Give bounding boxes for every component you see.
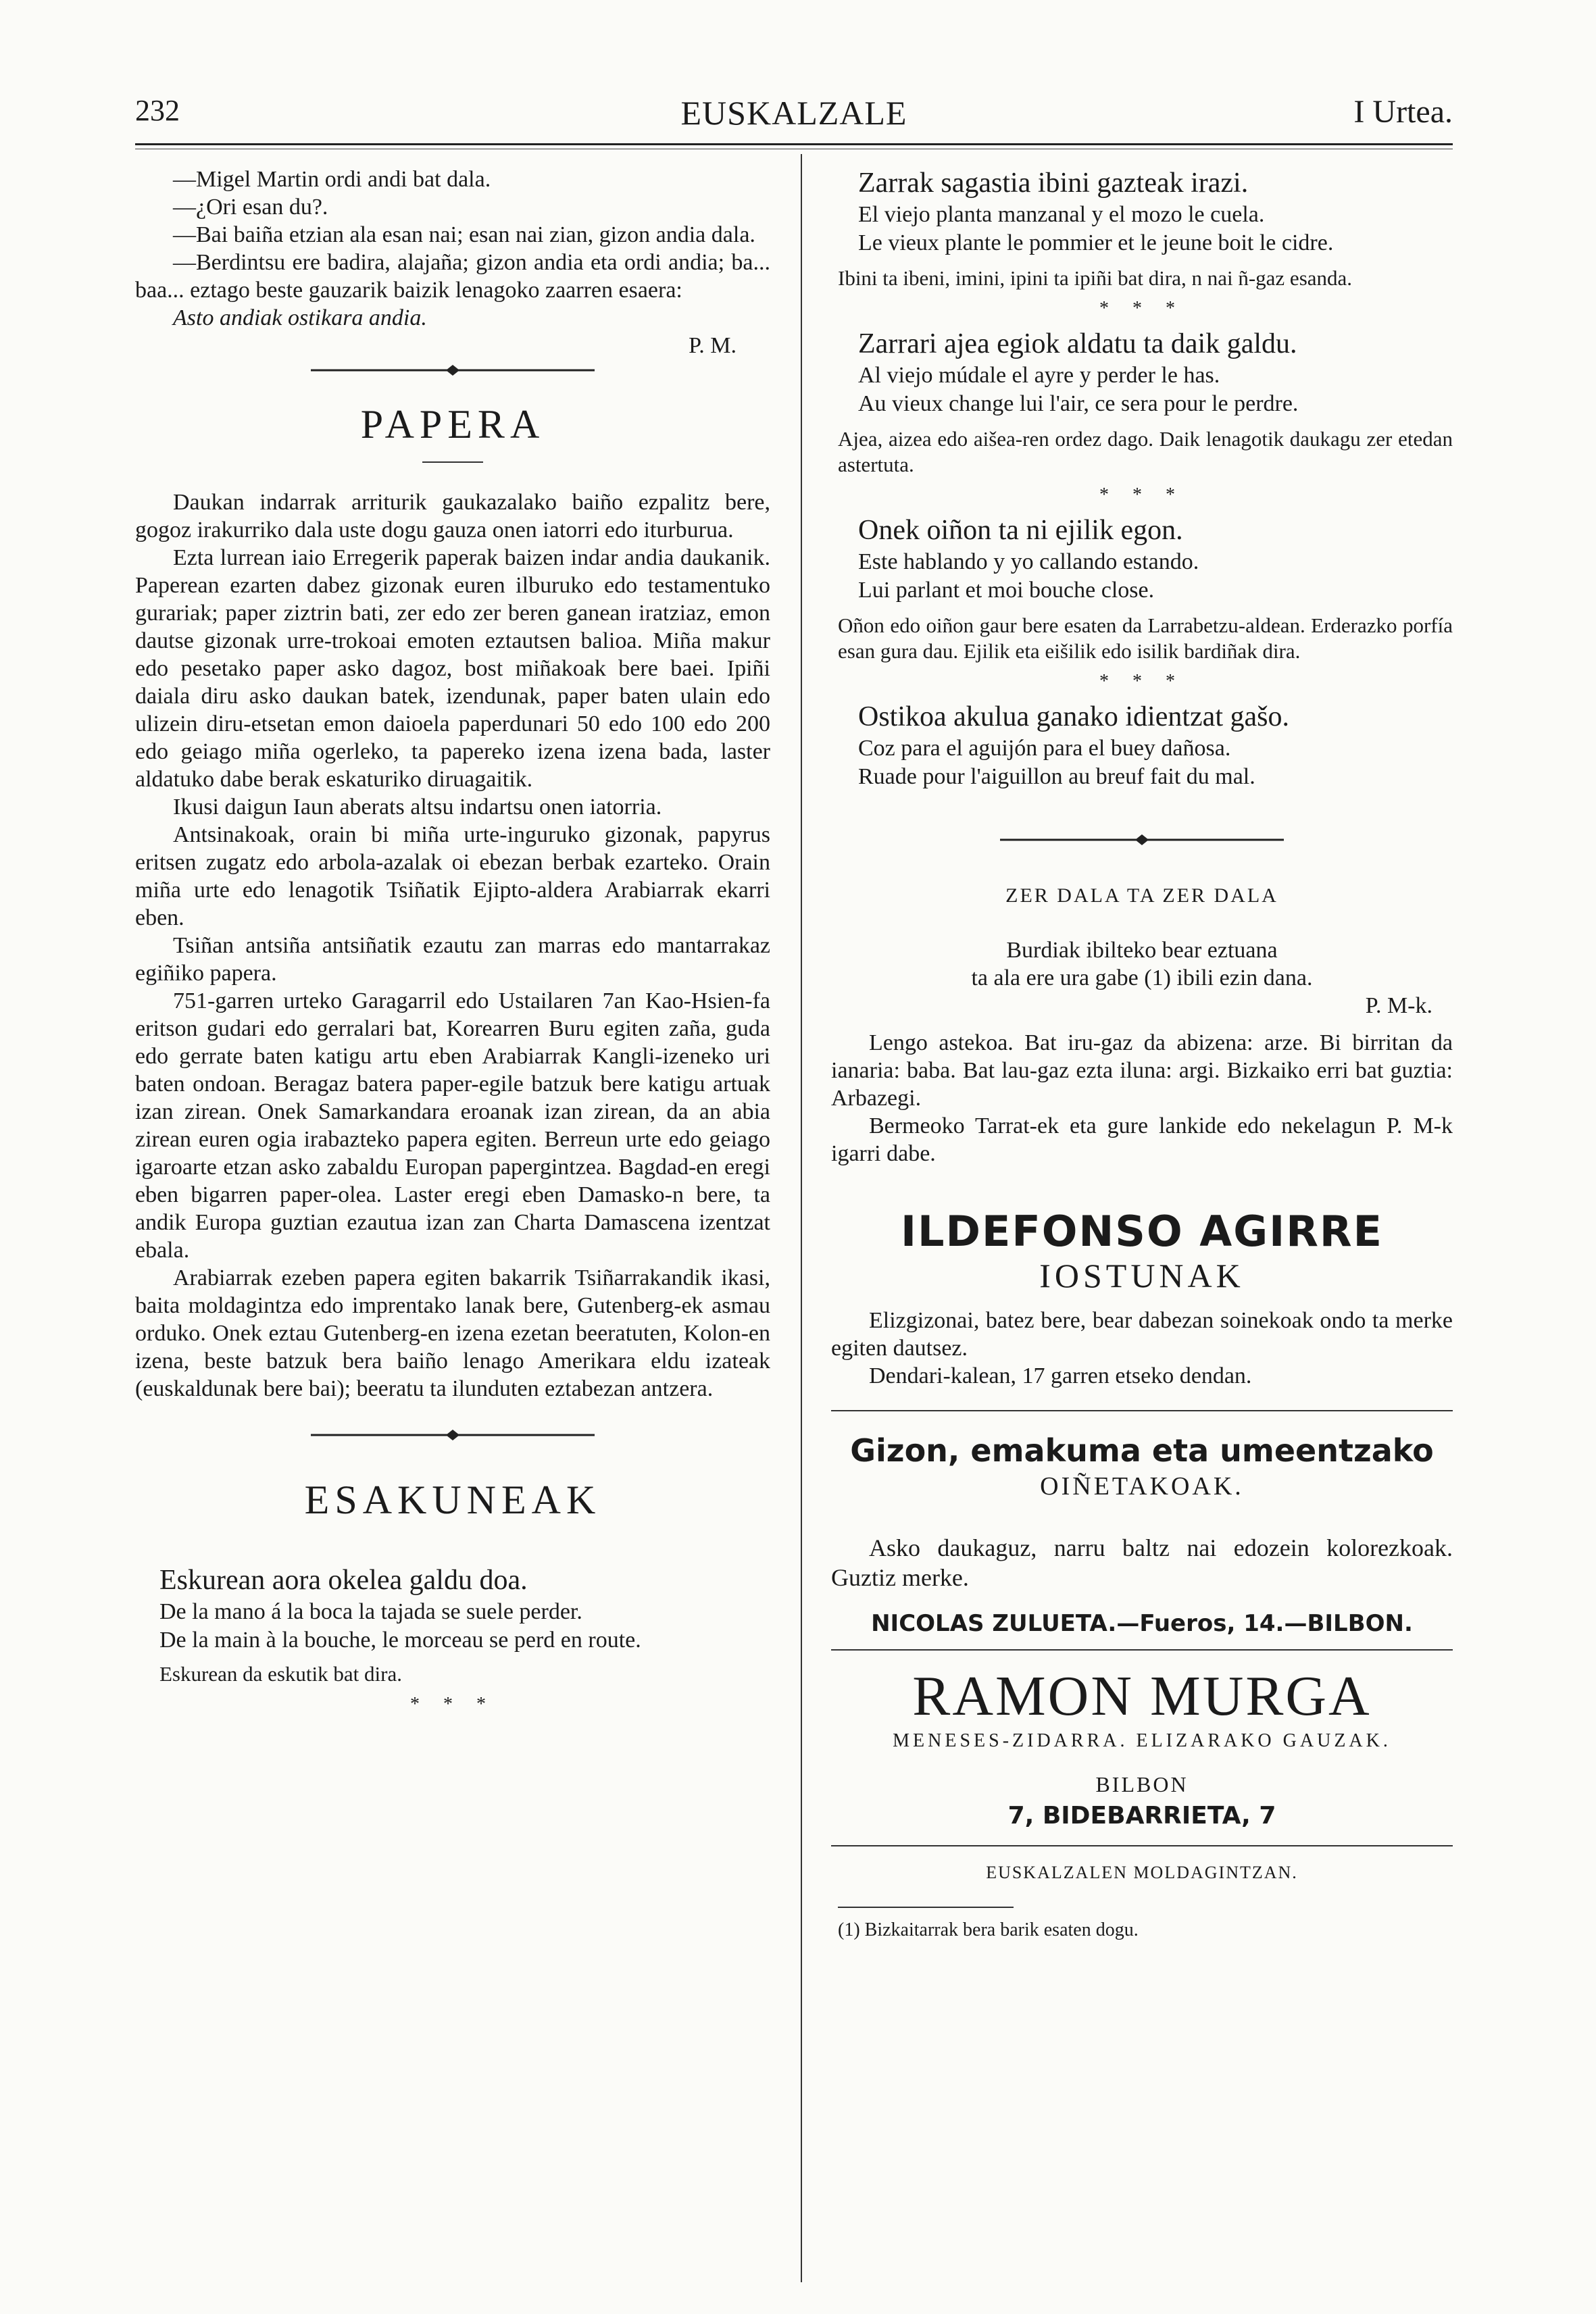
- ad-murga-trade: MENESES-ZIDARRA. ELIZARAKO GAUZAK.: [893, 1730, 1391, 1751]
- riddle-signature: P. M-k.: [1365, 993, 1432, 1018]
- intro-signature: P. M.: [689, 333, 737, 358]
- section-title-zer-dala: ZER DALA TA ZER DALA: [1005, 884, 1278, 907]
- ad-murga-city: BILBON: [1095, 1772, 1189, 1796]
- section-title-esakuneak: ESAKUNEAK: [304, 1478, 601, 1522]
- ornament-divider: [311, 1427, 595, 1443]
- ad-zulueta-address: NICOLAS ZULUETA.—Fueros, 14.—BILBON.: [871, 1610, 1413, 1637]
- column-divider: [801, 154, 802, 2282]
- proverb-french: Lui parlant et moi bouche close.: [858, 578, 1155, 603]
- dialogue-line: —Bai baiña etzian ala esan nai; esan nai zian, gizon andia dala.: [173, 222, 755, 247]
- proverb-spanish: Este hablando y yo callando estando.: [858, 549, 1199, 574]
- header-rule: [135, 143, 1453, 145]
- riddle-line: ta ala ere ura gabe (1) ibili ezin dana.: [971, 965, 1313, 990]
- riddle-answer: Lengo astekoa. Bat iru-gaz da abizena: arze. Bi birritan da ianaria: baba. Bat lau-gaz ezta iluna: argi. Bizkaiko erri bat guztia: Arbazegi.: [831, 1030, 1453, 1111]
- dialogue-line: —Migel Martin ordi andi bat dala.: [173, 167, 491, 192]
- stars-separator: * * *: [1099, 671, 1184, 692]
- journal-title: EUSKALZALE: [680, 94, 907, 132]
- proverb-french: Au vieux change lui l'air, ce sera pour le perdre.: [858, 391, 1299, 416]
- article-paragraph: 751-garren urteko Garagarril edo Ustailaren 7an Kao-Hsien-fa eritson gudari edo gerralari bat, Korearren Buru egiten zaña, guda edo gerrate baten katigu artu eben Arabiarrak Kangli-izeneko uri baten ondoan. Beragaz batera paper-egile batzuk bere katigu artuak izan zirean. Onek Samarkandara eroanak izan zirean, da an abia zirean euren ogia irabazteko papera egiten. Berreun urte edo geiago igaroarte etzan asko zabaldu Europan papergintzea. Bagdad-en eregi eben bigarren paper-olea. Laster eregi eben Damasko-n bere, ta andik Europa guztian ezautua izan zan Charta Damascena izentzat ebala.: [135, 988, 770, 1263]
- proverb-basque: Eskurean aora okelea galdu doa.: [159, 1565, 528, 1596]
- ad-murga-address: 7, BIDEBARRIETA, 7: [1007, 1802, 1276, 1830]
- ad-murga: [831, 1665, 1453, 1833]
- ad-zulueta-text: Asko daukaguz, narru baltz nai edozein kolorezkoak. Guztiz merke.: [831, 1534, 1453, 1591]
- running-head: [135, 93, 1453, 134]
- proverb-note: Eskurean da eskutik bat dira.: [159, 1662, 402, 1686]
- dialogue-line: —¿Ori esan du?.: [173, 195, 328, 220]
- ornament-divider: [311, 362, 595, 378]
- article-paragraph: Ikusi daigun Iaun aberats altsu indartsu onen iatorria.: [173, 795, 662, 820]
- proverb-spanish: Al viejo múdale el ayre y perder le has.: [858, 363, 1220, 388]
- ornament-divider: [1000, 832, 1284, 848]
- proverb-block: [831, 326, 1453, 509]
- stars-separator: * * *: [1099, 298, 1184, 319]
- proverb-block: [831, 513, 1453, 695]
- section-title-papera: PAPERA: [360, 402, 545, 447]
- right-column: [831, 166, 1453, 1943]
- proverb-block: [831, 699, 1453, 791]
- riddle-line: Burdiak ibilteko bear eztuana: [1006, 938, 1278, 963]
- proverb-block: [135, 1563, 770, 1718]
- proverb-spanish: Coz para el aguijón para el buey dañosa.: [858, 736, 1231, 761]
- footnote-text: Bizkaitarrak bera barik esaten dogu.: [864, 1919, 1139, 1940]
- proverb-spanish: De la mano á la boca la tajada se suele perder.: [159, 1599, 582, 1624]
- proverb-french: De la main à la bouche, le morceau se perd en route.: [159, 1628, 641, 1653]
- article-paragraph: Tsiñan antsiña antsiñatik ezautu zan marras edo mantarrakaz egiñiko papera.: [135, 933, 770, 986]
- page-number: 232: [135, 94, 180, 127]
- printer-credit: EUSKALZALEN MOLDAGINTZAN.: [986, 1863, 1298, 1882]
- short-rule: [422, 461, 483, 463]
- ad-murga-name: RAMON MURGA: [912, 1665, 1372, 1728]
- footnote: [831, 1917, 1453, 1943]
- article-paragraph: Antsinakoak, orain bi miña urte-inguruko gizonak, papyrus eritsen zugatz edo arbola-azalak oi ebezan berbak ezarteko. Orain miña urte edo lenagotik Tsiñatik Ejipto-aldera Arabiarrak ekarri eben.: [135, 822, 770, 930]
- ad-agirre-address: Dendari-kalean, 17 garren etseko dendan.: [869, 1363, 1252, 1388]
- papera-article: [135, 488, 770, 1403]
- proverb-french: Ruade pour l'aiguillon au breuf fait du mal.: [858, 764, 1255, 789]
- proverb-note: Ajea, aizea edo aišea-ren ordez dago. Daik lenagotik daukagu zer etedan astertuta.: [838, 427, 1453, 476]
- ad-zulueta: [831, 1432, 1453, 1638]
- proverb-french: Le vieux plante le pommier et le jeune boit le cidre.: [858, 230, 1334, 255]
- article-paragraph: Arabiarrak ezeben papera egiten bakarrik Tsiñarrakandik ikasi, baita moldagintza edo imprentako lanak bere, Gutenberg-ek asmau orduko. Onek eztau Gutenberg-en izena ezetan beeratuten, Kolon-en izena, beste batzuk bera baiño lenago Amerikara eldu izateak (euskaldunak bere bai); beeratu ta ilunduten eztabezan antzera.: [135, 1265, 770, 1401]
- ad-agirre-trade: IOSTUNAK: [1039, 1257, 1245, 1294]
- stars-separator: * * *: [1099, 484, 1184, 505]
- ad-agirre-text: Elizgizonai, batez bere, bear dabezan soinekoak ondo ta merke egiten dautsez.: [831, 1308, 1453, 1361]
- ad-agirre: [831, 1208, 1453, 1390]
- footnote-marker: (1): [838, 1919, 860, 1940]
- stars-separator: * * *: [410, 1694, 495, 1715]
- left-column: [135, 166, 770, 1722]
- ad-agirre-name: ILDEFONSO AGIRRE: [900, 1207, 1384, 1256]
- ad-zulueta-headline: Gizon, emakuma eta umeentzako: [850, 1432, 1434, 1469]
- proverb-note: Oñon edo oiñon gaur bere esaten da Larrabetzu-aldean. Erderazko porfía esan gura dau. Ejilik eta eišilik edo isilik bardiñak dira.: [838, 613, 1453, 663]
- article-paragraph: Ezta lurrean iaio Erregerik paperak baizen indar andia daukanik. Paperean ezarten dabez gizonak euren ilburuko edo testamentuko gurariak; paper ziztrin bati, zer edo zer beren ganean iratziaz, emon dautse gizonak urre-trokoai emoten eztautsen balioa. Miña makur edo pesetako paper asko dagoz, bost miñakoak bere baei. Ipiñi daiala diru asko daukan batek, izendunak, paper baten ulain edo ulizein diru-etsetan emon daioela paperdunari 50 edo 100 edo 200 edo geiago miña ogerleko, ta papereko izena izena bada, laster aldatuko dabe berak eskaturiko diruagaitik.: [135, 545, 770, 792]
- article-paragraph: Daukan indarrak arriturik gaukazalako baiño ezpalitz bere, gogoz irakurriko dala uste dogu gauza onen iatorri edo iturburua.: [135, 490, 770, 543]
- intro-proverb: Asto andiak ostikara andia.: [173, 305, 427, 330]
- riddle-solvers: Bermeoko Tarrat-ek eta gure lankide edo nekelagun P. M-k igarri dabe.: [831, 1113, 1453, 1166]
- proverb-basque: Zarrak sagastia ibini gazteak irazi.: [858, 168, 1249, 199]
- dialogue-line: —Berdintsu ere badira, alajaña; gizon andia eta ordi andia; ba... baa... eztago beste gauzarik baizik lenagoko zaarren esaera:: [135, 250, 770, 303]
- proverb-basque: Onek oiñon ta ni ejilik egon.: [858, 515, 1183, 546]
- volume-label: I Urtea.: [1353, 94, 1453, 130]
- proverb-basque: Zarrari ajea egiok aldatu ta daik galdu.: [858, 328, 1297, 359]
- intro-dialogue: [135, 166, 770, 359]
- ad-zulueta-product: OIÑETAKOAK.: [1040, 1472, 1244, 1501]
- proverb-basque: Ostikoa akulua ganako idientzat gašo.: [858, 701, 1289, 732]
- proverb-note: Ibini ta ibeni, imini, ipini ta ipiñi bat dira, n nai ñ-gaz esanda.: [838, 266, 1353, 290]
- footnote-rule: [838, 1907, 1014, 1908]
- proverb-spanish: El viejo planta manzanal y el mozo le cuela.: [858, 202, 1265, 227]
- proverb-block: [831, 166, 1453, 322]
